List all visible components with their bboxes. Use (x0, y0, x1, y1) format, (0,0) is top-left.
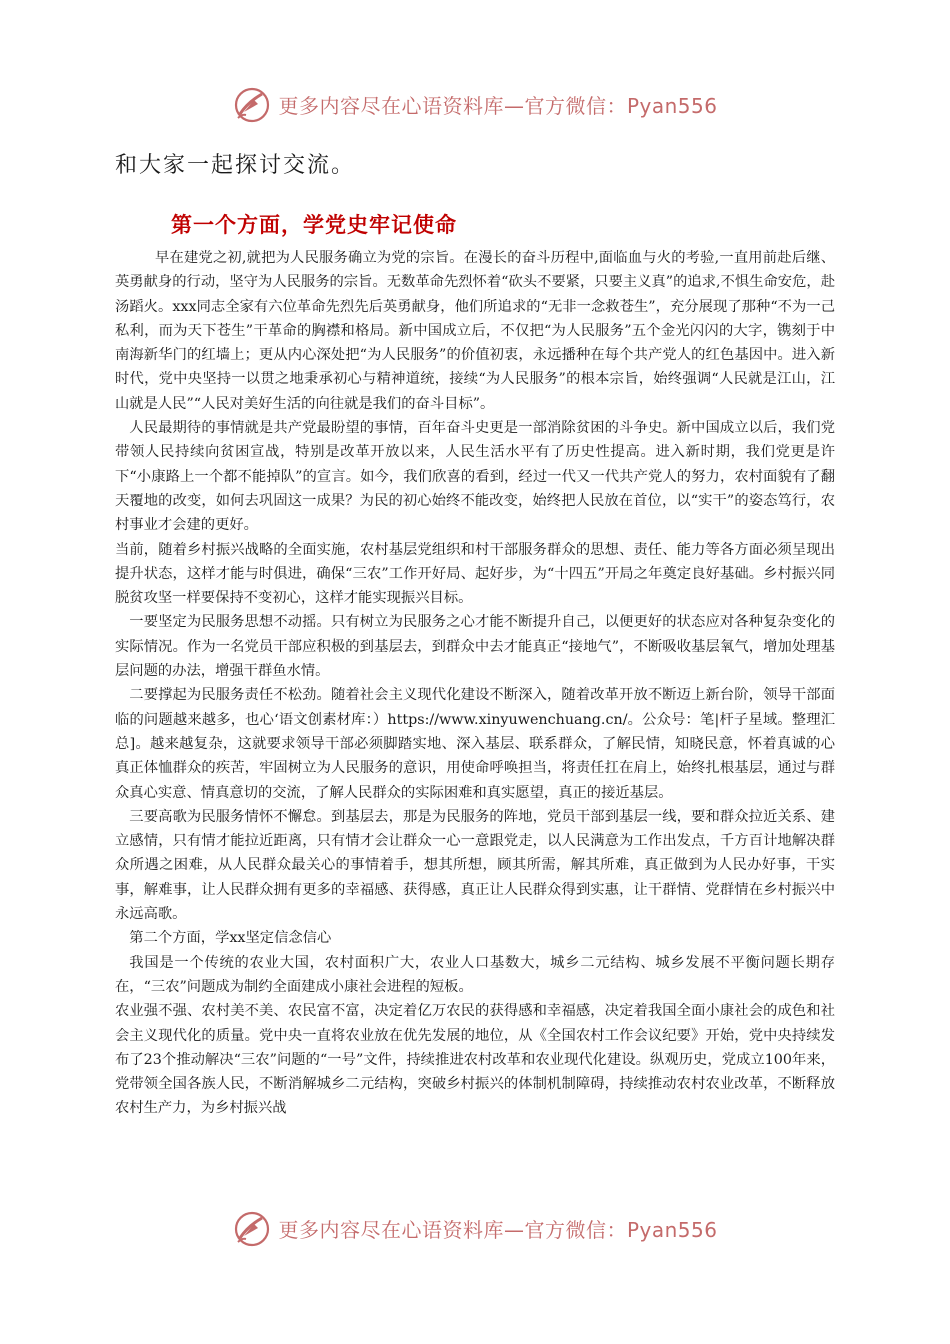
paragraph: 当前，随着乡村振兴战略的全面实施，农村基层党组织和村干部服务群众的思想、责任、能力等各方面必须呈现出提升状态，这样才能与时俱进，确保“三农”工作开好局、起好步，为“十四五”开局之年奠定良好基础。乡村振兴同脱贫攻坚一样要保持不变初心，这样才能实现振兴目标。 (115, 541, 835, 607)
paragraph: 我国是一个传统的农业大国，农村面积广大，农业人口基数大，城乡二元结构、城乡发展不平衡问题长期存在，“三农”问题成为制约全面建成小康社会进程的短板。 (115, 954, 835, 995)
document-body (115, 150, 835, 1121)
pen-logo-icon (232, 84, 272, 124)
paragraph: 二要撑起为民服务责任不松劲。随着社会主义现代化建设不断深入，随着改革开放不断迈上新台阶，领导干部面临的问题越来越多，也心‘语文创素材库：）https://www.xinyuwenchuang.cn/。公众号：笔|杆子星域。整理汇总]。越来越复杂，这就要求领导干部必须脚踏实地、深入基层、联系群众，了解民情，知晓民意，怀着真诚的心真正体恤群众的疾苦，牢固树立为人民服务的意识，用使命呼唤担当，将责任扛在肩上，始终扎根基层，通过与群众真心实意、情真意切的交流，了解人民群众的实际困难和真实愿望，真正的接近基层。 (115, 687, 835, 801)
subsection-heading: 第二个方面，学xx坚定信念信心 (129, 930, 332, 947)
paragraph: 农业强不强、农村美不美、农民富不富，决定着亿万农民的获得感和幸福感，决定着我国全面小康社会的成色和社会主义现代化的质量。党中央一直将农业放在优先发展的地位，从《全国农村工作会议纪要》开始，党中央持续发布了23个推动解决“三农”问题的“一号”文件，持续推进农村改革和农业现代化建设。纵观历史，党成立100年来，党带领全国各族人民，不断消解城乡二元结构，突破乡村振兴的体制机制障碍，持续推动农村农业改革，不断释放农村生产力，为乡村振兴战 (115, 1003, 835, 1117)
section-heading: 第一个方面，学党史牢记使命 (171, 212, 457, 237)
paragraph: 早在建党之初,就把为人民服务确立为党的宗旨。在漫长的奋斗历程中,面临血与火的考验,一直用前赴后继、英勇献身的行动，坚守为人民服务的宗旨。无数革命先烈怀着“砍头不要紧，只要主义真”的追求,不惧生命安危，赴汤蹈火。xxx同志全家有六位革命先烈先后英勇献身，他们所追求的“无非一念救苍生”，充分展现了那种“不为一己私利，而为天下苍生”干革命的胸襟和格局。新中国成立后，不仅把“为人民服务”五个金光闪闪的大字，镌刻于中南海新华门的红墙上；更从内心深处把“为人民服务”的价值初衷，永远播种在每个共产党人的红色基因中。进入新时代，党中央坚持一以贯之地秉承初心与精神道统，接续“为人民服务”的根本宗旨，始终强调“人民就是江山，江山就是人民”“人民对美好生活的向往就是我们的奋斗目标”。 (115, 250, 836, 412)
banner-text: 更多内容尽在心语资料库—官方微信：Pyan556 (278, 93, 718, 118)
paragraph: 人民最期待的事情就是共产党最盼望的事情，百年奋斗史更是一部消除贫困的斗争史。新中国成立以后，我们党带领人民持续向贫困宣战，特别是改革开放以来，人民生活水平有了历史性提高。进入新时期，我们党更是许下“小康路上一个都不能掉队”的宣言。如今，我们欣喜的看到，经过一代又一代共产党人的努力，农村面貌有了翻天覆地的改变，如何去巩固这一成果？为民的初心始终不能改变，始终把人民放在首位，以“实干”的姿态笃行，农村事业才会建的更好。 (115, 420, 835, 534)
paragraph: 一要坚定为民服务思想不动摇。只有树立为民服务之心才能不断提升自己，以便更好的状态应对各种复杂变化的实际情况。作为一名党员干部应积极的到基层去，到群众中去才能真正“接地气”，不断吸收基层氧气，增加处理基层问题的办法，增强干群鱼水情。 (115, 614, 835, 680)
lead-line: 和大家一起探讨交流。 (115, 153, 356, 178)
footer-banner (0, 1206, 950, 1250)
pen-logo-icon (232, 1208, 272, 1248)
paragraph: 三要高歌为民服务情怀不懈怠。到基层去，那是为民服务的阵地，党员干部到基层一线，要和群众拉近关系、建立感情，只有情才能拉近距离，只有情才会让群众一心一意跟党走，以人民满意为工作出发点，千方百计地解决群众所遇之困难，从人民群众最关心的事情着手，想其所想，顾其所需，解其所难，真正做到为人民办好事，干实事，解难事，让人民群众拥有更多的幸福感、获得感，真正让人民群众得到实惠，让干群情、党群情在乡村振兴中永远高歌。 (115, 808, 835, 923)
header-banner (0, 82, 950, 126)
banner-text: 更多内容尽在心语资料库—官方微信：Pyan556 (278, 1217, 718, 1242)
